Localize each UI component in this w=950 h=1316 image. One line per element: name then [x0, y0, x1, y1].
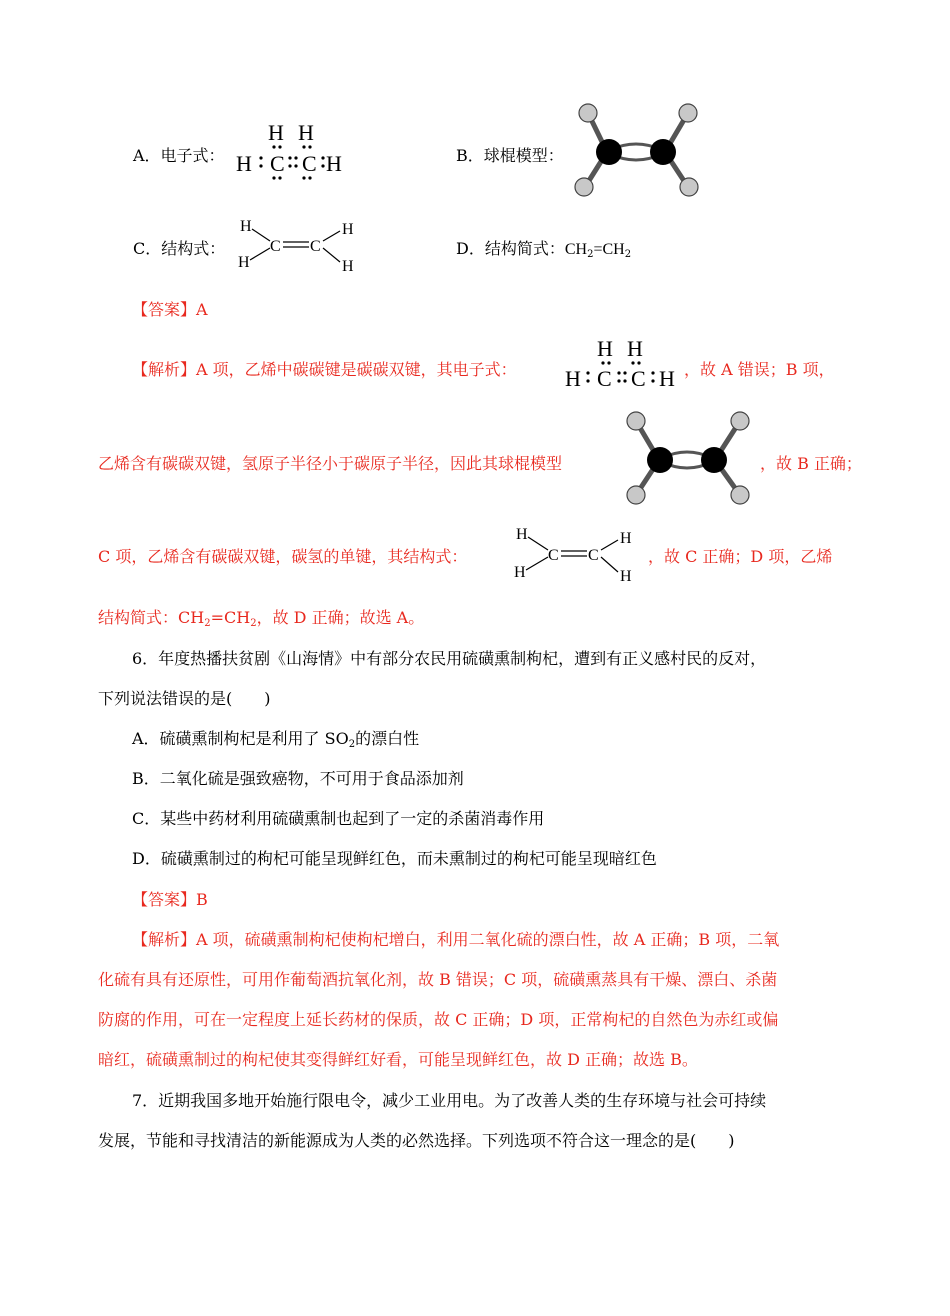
q5-analysis-l4: 结构简式：$CH_2=CH_2$，故 D 正确；故选 A。 [98, 608, 425, 629]
q6-analysis-line4: 暗红，硫磺熏制过的枸杞使其变得鲜红好看，可能呈现鲜红色，故 D 正确；故选 B。 [98, 1050, 698, 1069]
svg-text:H: H [516, 526, 528, 543]
q5-analysis-l3-pre: C 项，乙烯含有碳碳双键，碳氢的单键，其结构式： [98, 547, 468, 566]
q6-option-a: A．硫磺熏制枸杞是利用了 $SO_2$的漂白性 [132, 729, 420, 750]
svg-text:H: H [620, 568, 632, 585]
atom-h-right: H [326, 151, 342, 176]
svg-text:C: C [548, 547, 559, 564]
q6-analysis-line2: 化硫有具有还原性，可用作葡萄酒抗氧化剂，故 B 错误；C 项，硫磺熏蒸具有干燥、漂白、杀菌 [98, 970, 778, 989]
svg-text:C: C [310, 238, 321, 255]
q5-analysis-l2-post: ，故 B 正确； [760, 454, 862, 473]
atom-c-right: C [302, 151, 317, 176]
electron-formula-image [234, 120, 354, 186]
q6-analysis-line1: 【解析】A 项，硫磺熏制枸杞使枸杞增白，利用二氧化硫的漂白性，故 A 正确；B 项，二氧 [132, 930, 780, 949]
q6-option-d: D．硫磺熏制过的枸杞可能呈现鲜红色，而未熏制过的枸杞可能呈现暗红色 [132, 849, 657, 868]
analysis-ball-stick-model-image [622, 408, 754, 508]
svg-text:C: C [270, 238, 281, 255]
svg-text:H: H [597, 336, 613, 361]
q5-analysis-l1-pre: 【解析】A 项，乙烯中碳碳键是碳碳双键，其电子式： [132, 360, 517, 379]
q5-analysis-l3-post: ，故 C 正确；D 项，乙烯 [648, 547, 833, 566]
q5-answer: 【答案】A [132, 300, 208, 319]
svg-text:C: C [597, 366, 612, 391]
svg-text:H: H [342, 258, 354, 275]
q5-analysis-l1-post: ，故 A 错误；B 项， [684, 360, 835, 379]
q6-stem-line2: 下列说法错误的是( ) [98, 689, 271, 708]
q7-stem-line1: 7．近期我国多地开始施行限电令，减少工业用电。为了改善人类的生存环境与社会可持续 [132, 1091, 767, 1110]
ball-stick-model-image [570, 100, 702, 200]
atom-h-top-left: H [268, 120, 284, 145]
option-b-label: B．球棍模型： [456, 146, 564, 165]
svg-text:H: H [514, 564, 526, 581]
atom-h-top-right: H [298, 120, 314, 145]
svg-text:H: H [238, 254, 250, 271]
q7-stem-line2: 发展，节能和寻找清洁的新能源成为人类的必然选择。下列选项不符合这一理念的是( ) [98, 1131, 735, 1150]
svg-text:H: H [620, 530, 632, 547]
svg-text:H: H [565, 366, 581, 391]
analysis-electron-formula-image [563, 338, 683, 394]
structural-formula-image [236, 216, 360, 276]
svg-text:H: H [659, 366, 675, 391]
q6-option-c: C．某些中药材利用硫磺熏制也起到了一定的杀菌消毒作用 [132, 809, 545, 828]
q6-stem-line1: 6．年度热播扶贫剧《山海情》中有部分农民用硫磺熏制枸杞，遭到有正义感村民的反对， [132, 649, 767, 668]
option-a-label: A．电子式： [133, 146, 225, 165]
q6-analysis-line3: 防腐的作用，可在一定程度上延长药材的保质，故 C 正确；D 项，正常枸杞的自然色为赤红或偏 [98, 1010, 779, 1029]
svg-text:C: C [631, 366, 646, 391]
option-c-label: C．结构式： [133, 239, 226, 258]
q5-analysis-l2-pre: 乙烯含有碳碳双键，氢原子半径小于碳原子半径，因此其球棍模型 [98, 454, 563, 473]
atom-h-left: H [236, 151, 252, 176]
svg-text:H: H [240, 218, 252, 235]
q6-option-b: B．二氧化硫是强致癌物，不可用于食品添加剂 [132, 769, 464, 788]
option-d-text: D．结构简式：$CH_2=CH_2$ [456, 239, 632, 260]
svg-text:C: C [588, 547, 599, 564]
analysis-structural-formula-image [512, 524, 638, 586]
svg-text:H: H [627, 336, 643, 361]
svg-text:H: H [342, 221, 354, 238]
q6-answer: 【答案】B [132, 890, 208, 909]
atom-c-left: C [270, 151, 285, 176]
